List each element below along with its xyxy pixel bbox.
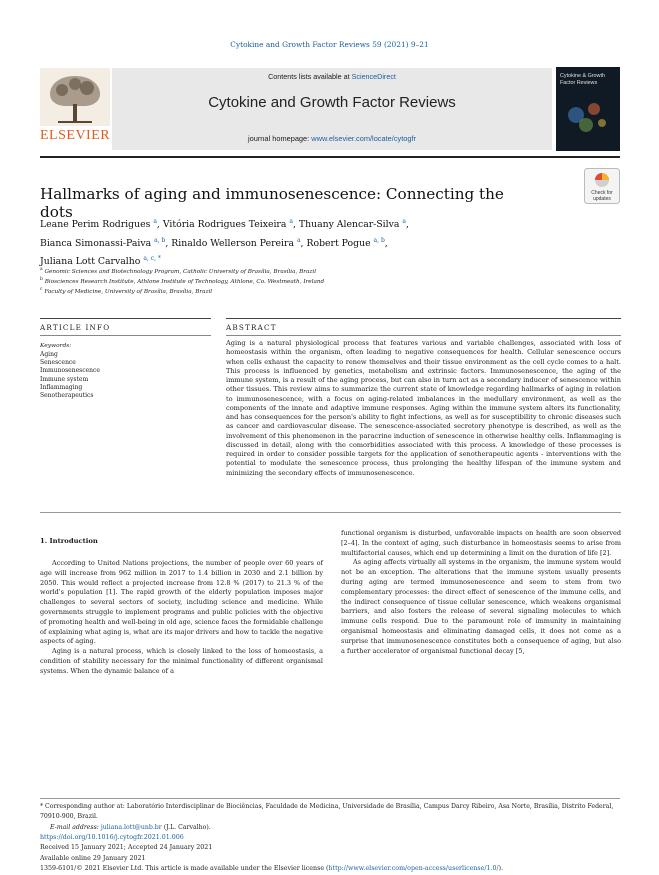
author-affil-sup[interactable]: a, b (373, 236, 385, 244)
corresponding-address: * Corresponding author at: Laboratório Interdisciplinar de Biociências, Faculdade de Medicina, Universidade de Brasília, Campus Darcy Ribeiro, Asa Norte, Brasília, Distrito Federal, 70910-900, Brazil. (40, 803, 614, 821)
keywords-label: Keywords: (40, 343, 72, 349)
author-affil-sup[interactable]: a (153, 218, 157, 225)
section-heading-introduction: 1. Introduction (40, 537, 98, 545)
author-affil-sup[interactable]: a (296, 236, 301, 244)
body-column-right (341, 529, 621, 656)
license-link[interactable]: http://www.elsevier.com/open-access/userlicense/1.0/ (328, 865, 499, 873)
author-list: Leane Perim Rodrigues $^a$, Vitória Rodrigues Teixeira $^a$, Thuany Alencar-Silva $^a$, Bianca Simonassi-Paiva $^{a, b}$, Rinaldo Wellerson Pereira $^a$, Robert Pogue $^{a, b}$, Juliana Lott Carvalho $^{a, c, *}$ (40, 218, 409, 268)
paragraph: As aging affects virtually all systems in the organism, the immune system would not be an exception. The alterations that the immune system usually presents during aging are termed immunosenescence and seem to stem from two complementary processes: the direct effect of senescence of the immune cells, and the indirect consequence of tissue cellular senescence, which weakens organismal barriers, and also fosters the release of several signaling molecules to which immune cells respond. Due to the paramount role of immunity in maintaining organismal homeostasis and eliminating damaged cells, it does not come as a surprise that immunosenescence constitutes both a consequence of aging, but also a further accelerator of organismal functional decay [5, (341, 558, 621, 655)
check-for-updates-badge[interactable] (584, 168, 620, 204)
cover-title: Cytokine & Growth Factor Reviews (560, 73, 605, 86)
article-info-rule-top (40, 318, 211, 319)
paragraph: According to United Nations projections, the number of people over 60 years of age will increase from 962 million in 2017 to 1.4 billion in 2030 and 2.1 billion by 2050. This would reflect a projected increase from 12.8 % (2017) to 21.3 % of the world's population [1]. The rapid growth of the elderly population imposes major challenges to several sectors of society, including science and medicine. While governments struggle to implement programs and public policies with the objective of promoting health and well-being in old age, science faces the formidable challenge of explaining what aging is, what are its major drivers and how to tackle the negative aspects of aging. (40, 559, 323, 646)
keyword: Senescence (40, 359, 76, 367)
paragraph: Aging is a natural process, which is closely linked to the loss of homeostasis, a condition of stability necessary for the minimal functionality of different organismal systems. When the dynamic balance of a (40, 647, 323, 675)
homepage-link[interactable]: www.elsevier.com/locate/cytogfr (311, 134, 417, 143)
affiliation-sup: a (40, 267, 43, 272)
crossmark-line2: updates (593, 196, 611, 202)
abstract-end-rule (40, 512, 621, 513)
license-prefix: 1359-6101/© 2021 Elsevier Ltd. This article is made available under the Elsevier license ( (40, 865, 329, 873)
keyword-list (40, 351, 210, 400)
keyword: Aging (40, 351, 58, 358)
contents-prefix: Contents lists available at (268, 72, 352, 81)
received-dates: Received 15 January 2021; Accepted 24 January 2021 (40, 844, 213, 852)
email-label: E-mail address: (50, 823, 99, 831)
abstract-header: ABSTRACT (226, 323, 277, 332)
email-link[interactable]: juliana.lott@unb.br (100, 823, 162, 831)
affiliation-text: Faculty of Medicine, University of Brasília, Brasília, Brazil (44, 288, 213, 295)
author-name[interactable]: Robert Pogue (306, 237, 371, 249)
corresponding-author-footnote (40, 802, 620, 833)
affiliation (40, 267, 600, 275)
author-affil-sup[interactable]: a, b (154, 236, 166, 244)
author-affil-sup[interactable]: a (402, 218, 406, 225)
license-suffix: ). (498, 865, 504, 873)
homepage-prefix: journal homepage: (247, 134, 312, 143)
affiliation-sup: c (40, 287, 43, 292)
journal-name: Cytokine and Growth Factor Reviews (208, 94, 456, 111)
masthead-rule (40, 156, 620, 158)
author-name[interactable]: Bianca Simonassi-Paiva (40, 237, 152, 249)
publisher-wordmark: ELSEVIER (40, 128, 111, 143)
sciencedirect-link[interactable]: ScienceDirect (351, 72, 396, 81)
author-name[interactable]: Rinaldo Wellerson Pereira (171, 237, 294, 249)
article-info-header: ARTICLE INFO (40, 323, 111, 332)
author-name[interactable]: Juliana Lott Carvalho (40, 256, 141, 268)
abstract-rule-top (226, 318, 621, 319)
article-title: Hallmarks of aging and immunosenescence: Connecting the dots (40, 185, 504, 221)
author-name[interactable]: Leane Perim Rodrigues (40, 219, 151, 231)
paragraph: functional organism is disturbed, unfavorable impacts on health are soon observed [2–4]. In the context of aging, such disturbance in homeostasis seems to arise from multifactorial causes, which end up determining a limit on the duration of life [2]. (341, 529, 621, 557)
crossmark-line1: Check for (591, 190, 613, 196)
author-affil-sup[interactable]: a (289, 218, 293, 225)
email-suffix: (J.L. Carvalho). (163, 823, 211, 831)
keyword: Inflammaging (40, 383, 83, 391)
doi-link[interactable]: https://doi.org/10.1016/j.cytogfr.2021.01.006 (40, 834, 184, 841)
author-name[interactable]: Vitória Rodrigues Teixeira (162, 219, 287, 231)
footnote-rule (40, 798, 620, 799)
abstract-rule-bottom (226, 335, 621, 336)
keyword: Senotherapeutics (40, 392, 94, 400)
contents-line (112, 72, 552, 81)
body-column-left (40, 559, 323, 677)
affiliation (40, 277, 600, 285)
author-name[interactable]: Thuany Alencar-Silva (298, 219, 400, 231)
affiliation-sup: b (40, 277, 43, 282)
homepage-line (112, 134, 552, 143)
abstract-text: Aging is a natural physiological process that features various and variable challenges, associated with loss of homeostasis within the organism, often leading to negative consequences for health. Cellular senescence occurs when cells exhaust the capacity to renew themselves and their tissue environment as the cell cycle comes to a halt. This process is influenced by genetics, metabolism and extrinsic factors. Immunosenescence, the aging of the immune system, is a result of the aging process, but can also in turn act as a secondary inducer of senescence within other tissues. This review aims to summarize the current state of knowledge regarding hallmarks of aging in relation to immunosenescence, with a focus on aging-related imbalances in the medullary environment, as well as the components of the innate and adaptive immune responses. Aging within the immune system alters its functionality, and has consequences for the person's ability to fight infections, as well as for susceptibility to chronic diseases such as cancer and cardiovascular disease. The senescence-associated secretory phenotype is described, as well as the involvement of this phenomenon in the paracrine induction of senescence in otherwise healthy cells. Inflammaging is discussed in detail, along with the comorbidities associated with this process. A knowledge of these processes is required in order to consider possible targets for the application of senotherapeutic agents - interventions with the potential to modulate the senescence process, thus prolonging the healthy lifespan of the immune system and minimizing the secondary effects of immunosenescence. (226, 339, 621, 477)
keyword: Immune system (40, 375, 89, 383)
article-metadata (40, 833, 620, 875)
author-affil-sup[interactable]: a, c, * (143, 255, 161, 263)
affiliation (40, 287, 600, 295)
available-online: Available online 29 January 2021 (40, 854, 146, 862)
affiliation-text: Biosciences Research Institute, Athlone Institute of Technology, Athlone, Co. Westmeath, Ireland (44, 278, 325, 285)
affiliation-text: Genomic Sciences and Biotechnology Program, Catholic University of Brasília, Brasília, Brazil (44, 268, 317, 275)
running-header[interactable]: Cytokine and Growth Factor Reviews 59 (2021) 9–21 (230, 40, 429, 49)
article-info-rule-bottom (40, 335, 211, 336)
keyword: Immunosenescence (40, 367, 100, 375)
